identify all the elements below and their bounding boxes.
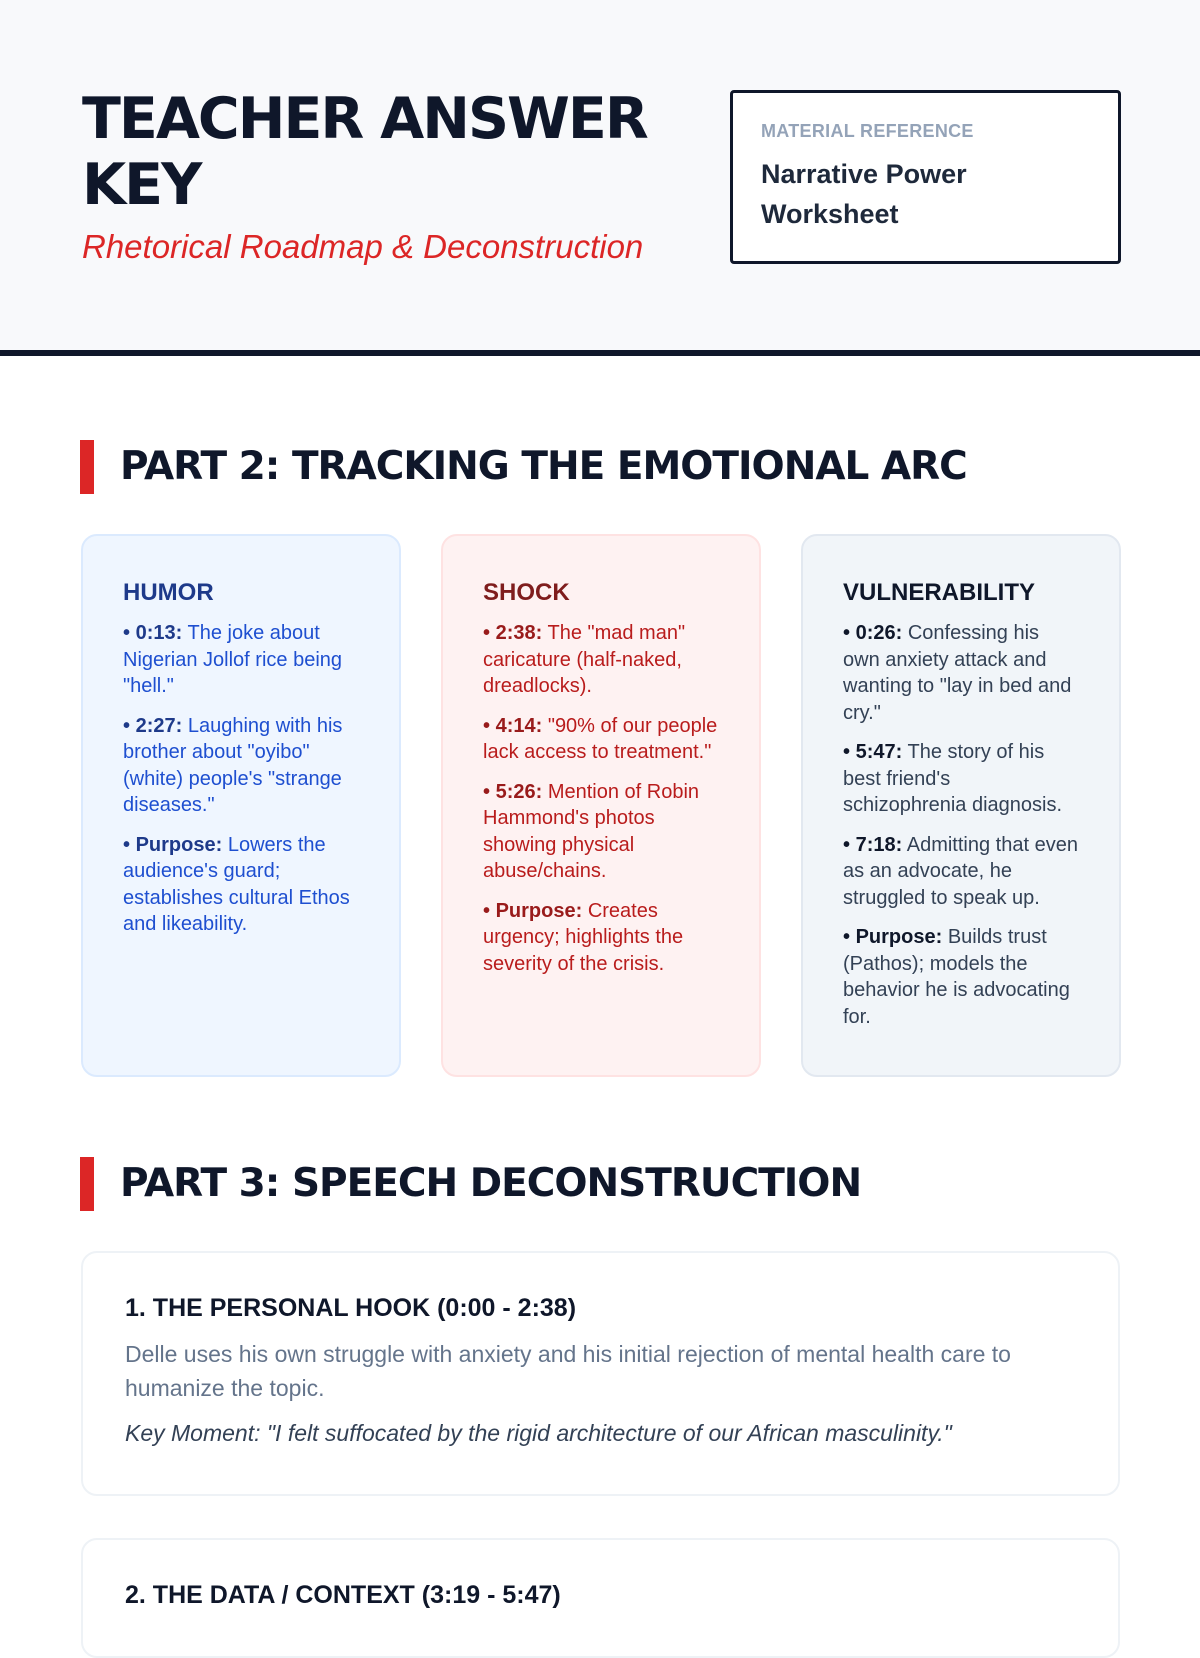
material-reference-value: Narrative Power Worksheet: [761, 159, 967, 229]
card-item: [483, 713, 719, 766]
item-lead: Purpose:: [855, 926, 943, 948]
section-accent-bar: [80, 440, 94, 494]
bullet: •: [123, 714, 131, 737]
item-lead: 5:47:: [855, 741, 903, 763]
section-accent-bar: [80, 1157, 94, 1211]
deconstruction-title: 2. THE DATA / CONTEXT (3:19 - 5:47): [125, 1581, 561, 1609]
key-moment-quote: Key Moment: "I felt suffocated by the rigid architecture of our African masculinity.": [125, 1420, 952, 1446]
card-item: [123, 832, 359, 938]
material-reference-label: MATERIAL REFERENCE: [761, 121, 974, 141]
bullet: •: [483, 622, 491, 644]
item-text: The story of his best friend's schizophrenia diagnosis.: [843, 741, 1063, 816]
card-item: [843, 620, 1079, 726]
bullet: •: [843, 833, 851, 856]
item-lead: 7:18:: [855, 833, 903, 856]
part3-title: PART 3: SPEECH DECONSTRUCTION: [120, 1161, 862, 1206]
bullet: •: [123, 833, 131, 856]
item-lead: 0:26:: [855, 622, 903, 644]
bullet: •: [123, 622, 131, 644]
card-item: [843, 739, 1079, 819]
item-text: Creates urgency; highlights the severity of the crisis.: [483, 899, 684, 975]
item-lead: 5:26:: [495, 780, 543, 803]
vulnerability-card: [801, 534, 1121, 1077]
card-item: [483, 779, 719, 885]
item-lead: 4:14:: [495, 714, 543, 737]
card-item: [483, 620, 719, 700]
item-text: The joke about Nigerian Jollof rice being "hell.": [123, 622, 343, 697]
item-lead: Purpose:: [135, 833, 223, 856]
item-text: Confessing his own anxiety attack and wanting to "lay in bed and cry.": [843, 622, 1072, 724]
item-text: Lowers the audience's guard; establishes cultural Ethos and likeability.: [123, 833, 350, 935]
item-text: Mention of Robin Hammond's photos showing physical abuse/chains.: [483, 780, 700, 882]
page-subtitle: Rhetorical Roadmap & Deconstruction: [82, 228, 644, 265]
bullet: •: [483, 899, 491, 922]
item-text: "90% of our people lack access to treatment.": [483, 714, 718, 763]
card-title: HUMOR: [123, 579, 214, 606]
deconstruction-section-1: [81, 1251, 1120, 1496]
item-lead: 0:13:: [135, 622, 183, 644]
bullet: •: [843, 926, 851, 948]
material-reference-box: [730, 90, 1121, 264]
item-text: The "mad man" caricature (half-naked, dreadlocks).: [483, 622, 686, 697]
card-title: SHOCK: [483, 579, 570, 606]
header: [0, 0, 1200, 356]
bullet: •: [483, 714, 491, 737]
item-lead: 2:38:: [495, 622, 543, 644]
item-text: Admitting that even as an advocate, he struggled to speak up.: [843, 833, 1078, 909]
item-text: Builds trust (Pathos); models the behavior he is advocating for.: [843, 926, 1070, 1028]
card-title: VULNERABILITY: [843, 579, 1035, 606]
deconstruction-title: 1. THE PERSONAL HOOK (0:00 - 2:38): [125, 1294, 577, 1322]
page-title: TEACHER ANSWER KEY: [82, 86, 647, 218]
card-item: [843, 832, 1079, 912]
item-lead: Purpose:: [495, 899, 583, 922]
bullet: •: [843, 741, 851, 763]
card-item: [483, 898, 719, 978]
deconstruction-section-2: [81, 1538, 1120, 1658]
shock-card: [441, 534, 761, 1077]
card-item: [123, 620, 359, 700]
card-item: [123, 713, 359, 819]
card-item: [843, 924, 1079, 1030]
item-lead: 2:27:: [135, 714, 183, 737]
bullet: •: [843, 622, 851, 644]
bullet: •: [483, 780, 491, 803]
deconstruction-body: Delle uses his own struggle with anxiety and his initial rejection of mental health care to humanize the topic.: [125, 1341, 1011, 1401]
humor-card: [81, 534, 401, 1077]
item-text: Laughing with his brother about "oyibo" (white) people's "strange diseases.": [123, 714, 343, 816]
part2-title: PART 2: TRACKING THE EMOTIONAL ARC: [120, 444, 967, 489]
